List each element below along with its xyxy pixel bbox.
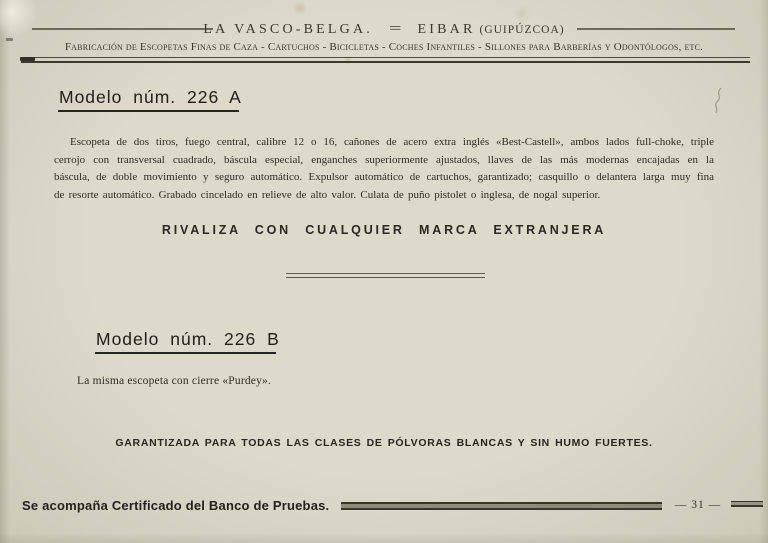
header-title [0, 20, 768, 38]
footer-note: Se acompaña Certificado del Banco de Pruebas. [22, 498, 330, 513]
region-label: (GUIPÚZCOA) [479, 24, 565, 36]
section-divider [286, 273, 485, 278]
description-line: báscula, de doble movimiento y seguro automático. Expulsor automático de cartuchos, garantizado; casquillo o delantera larga muy fina [54, 171, 714, 183]
heading-underline-226a [58, 110, 239, 112]
brand-title: LA VASCO-BELGA. [203, 22, 374, 37]
ink-blob [20, 57, 35, 61]
paper-speck [6, 38, 13, 41]
description-line: cerrojo con transversal cuadrado, báscula especial, enganches superiormente ajustados, llaves de las más modernas encajadas en la [54, 153, 714, 166]
corner-rule [731, 501, 763, 507]
footer-rule [341, 502, 662, 510]
pencil-squiggle [708, 86, 730, 116]
header-double-rule [21, 57, 750, 63]
guarantee-text: GARANTIZADA PARA TODAS LAS CLASES DE PÓLVORAS BLANCAS Y SIN HUMO FUERTES. [115, 437, 653, 449]
city-title: EIBAR [417, 22, 476, 37]
tagline: Fabricación de Escopetas Finas de Caza - Cartuchos - Bicicletas - Coches Infantiles - Sillones para Barberías y Odontólogos, etc. [64, 41, 704, 53]
description-line: Escopeta de dos tiros, fuego central, calibre 12 o 16, cañones de acero extra inglés «Best-Castell», ambos lados full-choke, triple [70, 136, 714, 148]
description-paragraph [54, 134, 714, 204]
slogan-text: RIVALIZA CON CUALQUIER MARCA EXTRANJERA [161, 223, 607, 237]
description-line: de resorte automático. Grabado cincelado en relieve de alto valor. Culata de puño pistolet o inglesa, de nogal superior. [54, 188, 601, 201]
section-heading-226b: Modelo núm. 226 B [96, 329, 280, 349]
section-heading-226a: Modelo núm. 226 A [59, 87, 242, 107]
page-number: — 31 — [674, 499, 722, 511]
model-b-note: La misma escopeta con cierre «Purdey». [77, 375, 272, 387]
heading-underline-226b [95, 352, 276, 354]
equals-separator: = [388, 21, 402, 37]
